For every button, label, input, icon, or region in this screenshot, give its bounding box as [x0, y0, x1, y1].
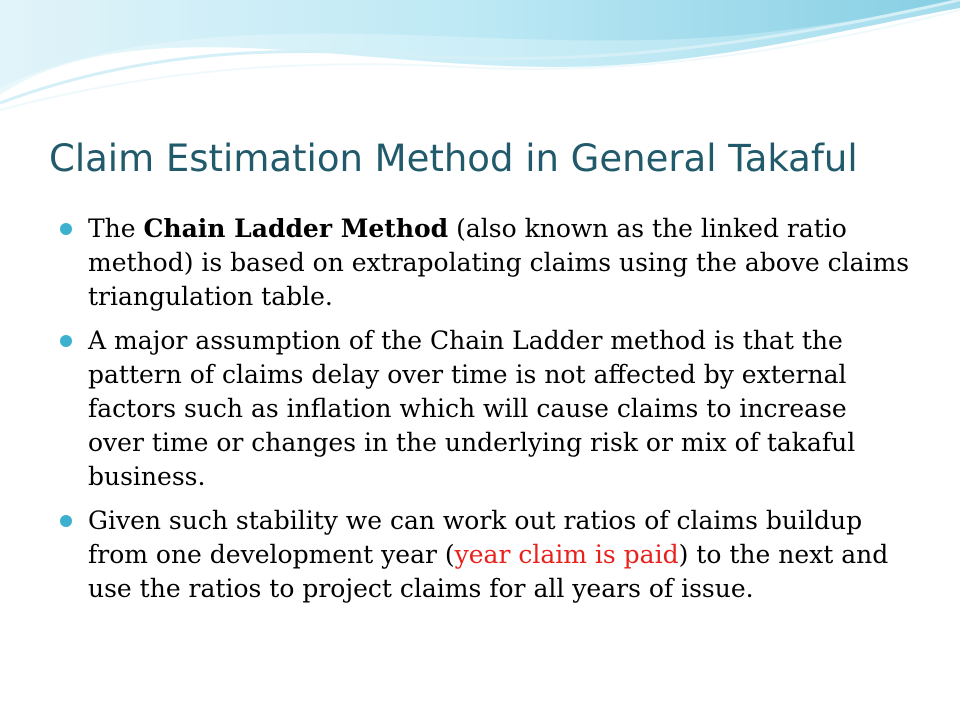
slide-title: Claim Estimation Method in General Takaful: [49, 137, 858, 180]
bullet-text-end: ) to the next and use the ratios to project claims for all years of issue.: [88, 540, 889, 603]
bullet-icon: [60, 223, 72, 235]
bullet-text-start: Given such stability we can work out ratios of claims buildup from one development year (: [88, 506, 863, 569]
chain-ladder-method-term: Chain Ladder Method: [143, 214, 449, 243]
bullet-text: [88, 504, 910, 606]
bullet-item: [60, 504, 910, 606]
bullet-item: [60, 212, 910, 314]
header-wave-decoration: [0, 0, 960, 120]
highlighted-phrase: year claim is paid: [454, 540, 679, 569]
bullet-icon: [60, 335, 72, 347]
bullet-text-end: (also known as the linked ratio method) is based on extrapolating claims using the above claims triangulation table.: [88, 214, 910, 311]
bullet-list: [60, 212, 910, 616]
bullet-text-start: The: [88, 214, 144, 243]
bullet-text: [88, 212, 910, 314]
bullet-item: [60, 324, 910, 494]
bullet-icon: [60, 515, 72, 527]
bullet-text: A major assumption of the Chain Ladder method is that the pattern of claims delay over time is not affected by external factors such as inflation which will cause claims to increase over time or changes in the underlying risk or mix of takaful business.: [88, 326, 856, 491]
